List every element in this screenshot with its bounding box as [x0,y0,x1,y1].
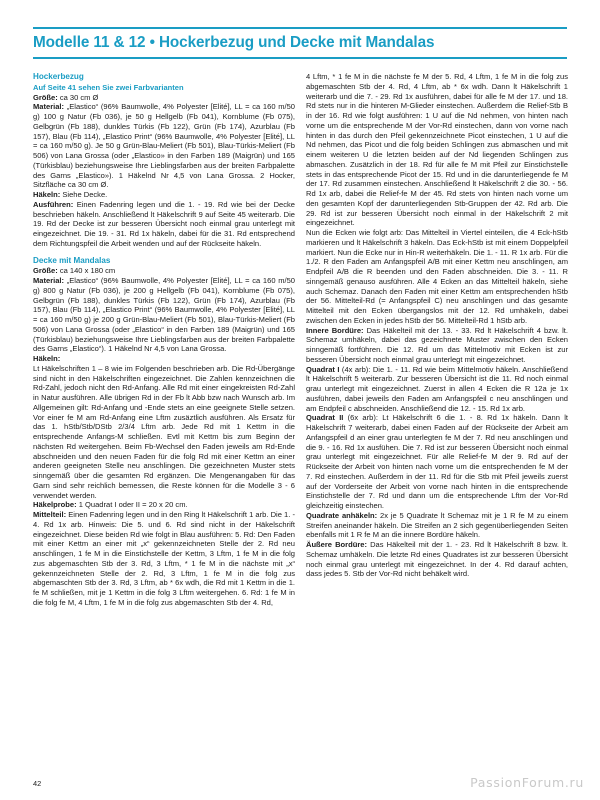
text-quadrat-2: (6x arb): Lt Häkelschrift 6 die 1. - 8. Rd 1x häkeln. Dann lt Häkelschrift 7 weiterarb, dabei einen Faden auf der Rückseite der Arbeit am Anfangspfeil d an einer grau unterlegten fe M der 7. Rd neu anschlingen und die 9. - 16. Rd 1x ausfühen. Die 7. Rd ist zur besseren Übersicht noch einmal grau unterlegt mit eingezeichnet. Für alle Relief-fe M der 9. Rd auf der Rückseite der Arbeit von hinten nach vorne um die entsprechenden fe M der 7. Rd einstechen. Außerdem in der 11. Rd für die Stb mit Pfeil jeweils zuerst auf der Vorderseite der Arbeit von vorne nach hinten in die entsprechende Einstichstelle der 7. Rd und dann um die entsprechende Lftm der Vor-Rd gleichzeitig einstechen. [306,413,568,510]
text-aeussere-borduere: Das Häkelteil mit der 1. - 23. Rd lt Häkelschrift 8 bzw. lt. Schemaz umhäkeln. Die letzte Rd eines Quadrates ist zur besseren Übersicht noch einmal grau unterlegt mit eingezeichnet. In der 4. Rd darauf achten, dass jedes 5. Stb der Vor-Rd nicht behäkelt wird. [306,540,568,579]
page-title: Modelle 11 & 12 • Hockerbezug und Decke mit Mandalas [33,34,435,51]
paragraph-quadrate-anhaekeln [306,511,568,540]
paragraph-mittelteil [33,510,295,608]
page-number: 42 [33,779,42,788]
section-heading-decke: Decke mit Mandalas [33,255,111,265]
label-quadrat-2: Quadrat II [306,413,344,423]
label-haekelprobe: Häkelprobe: [33,500,77,510]
section-subheading-hockerbezug: Auf Seite 41 sehen Sie zwei Farbvarianten [33,82,184,92]
section-gap [33,249,295,256]
paragraph-ausfuehren-1 [33,200,295,249]
paragraph-groesse-1 [33,93,295,103]
paragraph-aeussere-borduere [306,540,568,579]
paragraph-material-1 [33,102,295,190]
text-material-2: „Elastico“ (96% Baumwolle, 4% Polyester [Elité], LL = ca 160 m/50 g) 800 g Natur (Fb 036), je 200 g Hellgelb (Fb 041), Kornblume (Fb 075), Gelbgrün (Fb 188), dunkles Türkis (Fb 122), Grün (Fb 174), Azurblau (Fb 157), Blau (Fb 114), „Elastico Print“ (96% Baumwolle, 4% Polyester [Elité], LL = ca 160 m/50 g) je 200 g Grün-Blau-Meliert (Fb 501), Blau-Türkis-Meliert (Fb 506) von Lana Grossa (oder „Elastico“ in den Farben 189 (Maigrün) und 165 (Türkisblau) beziehungsweise Ihre Lieblingsfarben aus der breiten Farbpalette des Garns „Elastico“). 1 Häkelnd Nr 4,5 von Lana Grossa. [33,276,295,354]
paragraph-haekelprobe [33,500,295,510]
text-ausfuehren-1: Einen Fadenring legen und die 1. - 19. Rd wie bei der Decke beschrieben häkeln. Anschließend lt Häkelschrift 9 auf Seite 45 weiterarb. Die 19. Rd der Decke ist zur besseren Übersicht noch einmal grau unterlegt mit eingezeichnet. Die 19. - 31. Rd 1x häkeln, dabei für die 31. Rd entsprechend dem Richtungspfeil die Arbeit wenden und auf der Rückseite häkeln. [33,199,295,248]
label-ausfuehren-1: Ausführen: [33,199,74,209]
label-quadrat-1: Quadrat I [306,364,340,374]
paragraph-r-ecken: Nun die Ecken wie folgt arb: Das Mittelteil in Viertel einteilen, die 4 Eck-hStb markieren und lt Häkelschrift 3 häkeln. Das Eck-hStb ist mit einem Doppelpfeil markiert. Nun die Ecke nur in Hin-R weiterhäkeln. Die 1. - 11. R 1x arb. Für die 1./2. R den Faden am Anfangspfeil A/B mit einer Kettm neu anschlingen, am Endpfeil A/B die R beenden und den Faden abschneiden. Die 3. - 11. R sinngemäß genauso ausführen. Alle 4 Ecken an das Mittelteil häkeln, siehe auch Schemaz. Danach den Faden mit einer Kettm am entsprechenden hStb der 56. Mittelteil-Rd (= Anfangspfeil C) neu anschlingen und das gesamte Mittelteil mit den Ecken übergangslos mit der 12. Rd umhäkeln, dabei zwischen den Ecken in jedes hStb der 56. Mittelteil-Rd 1 hStb arb. [306,228,569,325]
label-mittelteil: Mittelteil: [33,510,67,520]
label-quadrate-anhaekeln: Quadrate anhäkeln: [306,510,378,520]
paragraph-quadrat-2 [306,413,568,511]
right-text-column [306,72,568,579]
paragraph-quadrat-1 [306,365,568,414]
text-haekeln-1: Siehe Decke. [60,190,108,200]
label-innere-borduere: Innere Bordüre: [306,325,364,335]
label-haekeln-2: Häkeln: [33,354,61,364]
paragraph-groesse-2 [33,266,295,276]
paragraph-haekeln-2 [33,354,295,364]
label-material-2: Material: [33,276,65,286]
watermark: PassionForum.ru [470,775,584,790]
paragraph-haekeln-1 [33,190,295,200]
label-groesse-1: Größe: [33,92,58,102]
left-text-column [33,72,295,608]
text-quadrate-anhaekeln: 2x je 5 Quadrate lt Schemaz mit je 1 R fe M zu einem Streifen aneinander häkeln. Die Streifen an 2 sich gegenüberliegenden Seiten ebenfalls mit 1 R fe M an die innere Bordüre häkeln. [306,510,568,540]
label-aeussere-borduere: Äußere Bordüre: [306,540,367,549]
text-groesse-1: ca 30 cm Ø [57,92,99,102]
paragraph-haekeln-body: Lt Häkelschriften 1 – 8 wie im Folgenden beschrieben arb. Die Rd-Übergänge sind nicht in den Häkelschriften eingezeichnet. Die Zahlen kennzeichnen die Rd-Zahl, jedoch nicht den Rd-Anfang. Alle Rd mit einer eingekreisten Rd-Zahl in Natur ausführen. Alle übrigen Rd in der Fb lt Abb bzw nach Wunsch arb. Im Allgemeinen gilt: Rd-Anfang und -Ende stets an eine geeignete Stelle setzen. Vor einer fe M am Rd-Anfang eine Lftm zusäztlich ausführen. Als Ersatz für das 1. hStb/Stb/DStb 2/3/4 Lftm arb. Jede Rd mit 1 Kettm in die entsprechende Anfangs-M schließen. Evtl mit Kettm bis zum Beginn der nächsten Rd weitergehen. Beim Fb-Wechsel den Faden jeweils am Rd-Ende abschneiden und den neuen Faden für die folg Rd mit einer Kettm an einer anderen geeigneten Stelle neu anschlingen. Die gezeichneten Muster stets sinngemäß über die gesamten Rd ergänzen. Die Mengenangaben für das Garn sind sehr reichlich bemessen, die Reste können für die Modelle 3 - 6 verwendet werden. [33,363,295,500]
text-mittelteil: Einen Fadenring legen und in den Ring lt Häkelschrift 1 arb. Die 1. - 4. Rd 1x arb. Hinweis: Die 5. und 6. Rd sind nicht in der Häkelschrift eingezeichnet. Diese beiden Rd wie folgt in Blau ausführen: 5. Rd: Den Faden mit einer Kettm an einer mit „x“ gekennzeichneten Stelle der 2. Rd neu anschlingen, 1 fe M in die Einstichstelle der Kettm, 3 Lftm, 1 fe M in die folg zus abgemaschten Stb der 3. Rd, 3 Lftm, * 1 fe M in die nächste mit „x“ gekennzeichneten Stelle der 2. Rd, 3 Lftm, 1 fe M in die folg zus abgemaschten Stb der 3. Rd, 3 Lftm, ab * 6x wdh, die Rd mit 1 Kettm in die 1. fe M schließen, mit je 1 Kettm in die folg 3 Lftm weitergehen. 6. Rd: 1 fe M in die folg fe M, 4 Lftm, 1 fe M in die folg zus abgemaschten Stb der 4. Rd, [33,510,295,607]
label-material-1: Material: [33,102,65,112]
paragraph-r-continuation: 4 Lftm, * 1 fe M in die nächste fe M der 5. Rd, 4 Lftm, 1 fe M in die folg zus abgemaschten Stb der 4. Rd, 4 Lftm, ab * 6x wdh. Dann lt Häkelschrift 1 weiterarb und die 7. - 29. Rd 1x ausführen, dabei für alle fe M der 17. und 18. Rd stets nur in die hinteren M-Glieder einstechen. Außerdem die Relief-Stb B in der 16. Rd wie folgt ausführen: 1 U auf die Nd nehmen, von hinten nach vorne um die entsprechende M der Vor-Rd einstechen, dann von vorne nach hinten in das durch den Pfeil gekennzeichnete Picot einstechen, 1 U auf die Nd nehmen, das Picot und die folg beiden Schlingen zus abmaschen und mit einem weiteren U die letzten beiden auf der Nd liegenden Schlingen zus abmaschen. Zusätzlich in der 18. Rd für alle fe M mit Pfeil zur Einstichstelle stets in das entsprechende Picot der 15. Rd und in die darunterliegende fe M der 17. Rd zusammen einstechen. Anschließend lt Häkelschrift 2 die 30. - 56. Rd 1x arb, dabei die Relief-fe M der 45. Rd stets von hinten nach vorne um den gesamten Kopf der darunterliegenden Stb-Gruppen der 42. Rd arb. Die 29. Rd ist zur besseren Übersicht noch einmal in der Häkelschrift 2 mit eingezeichnet. [306,72,568,228]
label-groesse-2: Größe: [33,266,58,276]
label-haekeln-1: Häkeln: [33,190,61,200]
paragraph-material-2 [33,276,295,354]
header-rule-bottom [33,57,567,59]
text-groesse-2: ca 140 x 180 cm [57,266,116,276]
text-innere-borduere: Das Häkelteil mit der 13. - 33. Rd lt Häkelschrift 4 bzw. lt. Schemaz umhäkeln, dabei das gezeichnete Muster zwischen den Ecken sinngemäß fortführen. Die 12. Rd um das Mittelmotiv mit Ecken ist zur besseren Übersicht noch einmal grau unterlegt mit eingezeichnet. [306,325,568,364]
section-heading-hockerbezug: Hockerbezug [33,72,84,81]
text-haekelprobe: 1 Quadrat I oder II = 20 x 20 cm. [76,500,188,510]
text-material-1: „Elastico“ (96% Baumwolle, 4% Polyester [Elité], LL = ca 160 m/50 g) 100 g Natur (Fb 036), je 50 g Hellgelb (Fb 041), Kornblume (Fb 075), Gelbgrün (Fb 188), dunkles Türkis (Fb 122), Grün (Fb 174), Azurblau (Fb 157), Blau (Fb 114), „Elastico Print“ (96% Baumwolle, 4% Polyester [Elité], LL = ca 160 m/50 g). Je 50 g Grün-Blau-Meliert (Fb 501), Blau-Türkis-Meliert (Fb 506) von Lana Grossa (oder „Elastico» in den Farben 189 (Maigrün) und 165 (Türkisblau) beziehungsweise Ihre Lieblingsfarben aus der breiten Farbpalette des Garns „Elastico»). 1 Häkelnd Nr 4,5 von Lana Grossa. 2 Hocker, Sitzfläche ca 30 cm Ø. [33,102,295,190]
paragraph-innere-borduere [306,326,568,365]
text-quadrat-1: (4x arb): Die 1. - 11. Rd wie beim Mittelmotiv häkeln. Anschließend lt Häkelschrift 5 weiterarb. Zur besseren Übersicht ist die 11. Rd noch einmal grau unterlegt mit eingezeichnet. Zuerst in allen 4 Ecken die R 12a je 1x ausführen, dabei jeweils den Faden am Anfangspfeil c neu anschlingen und am Endpfeil c abschneiden. Anschließend die 12. - 15. Rd 1x arb. [306,364,568,413]
page-header [33,27,567,59]
